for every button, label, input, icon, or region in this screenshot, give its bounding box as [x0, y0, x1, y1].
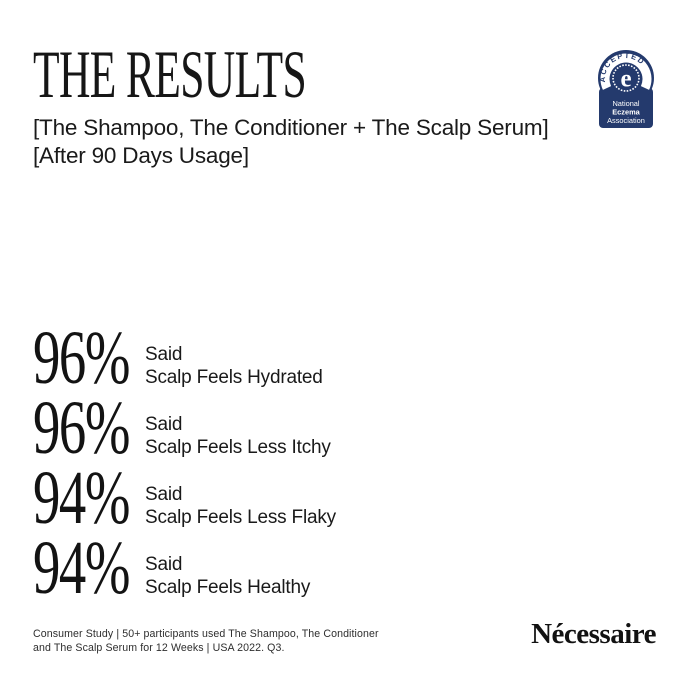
seal-org-line2: Eczema: [612, 107, 640, 117]
brand-wordmark: Nécessaire: [531, 618, 656, 650]
stat-label-line2: Scalp Feels Hydrated: [145, 367, 323, 388]
stat-label-line1: Said: [145, 414, 183, 435]
stat-row-less-flaky: [33, 456, 483, 540]
seal-org-line1: National: [612, 99, 640, 108]
stat-row-healthy: [33, 526, 483, 610]
disclaimer-line1: Consumer Study | 50+ participants used The Shampoo, The Conditioner: [33, 628, 379, 640]
nea-accepted-seal-icon: [597, 50, 655, 130]
stat-value: 94%: [33, 526, 129, 610]
subtitle-products: [The Shampoo, The Conditioner + The Scalp Serum]: [33, 115, 549, 140]
stat-value: 96%: [33, 316, 129, 400]
stat-label: [145, 553, 310, 599]
stat-label-line1: Said: [145, 484, 183, 505]
seal-org-line3: Association: [607, 116, 645, 125]
stat-value: 94%: [33, 456, 129, 540]
stat-label-line2: Scalp Feels Healthy: [145, 577, 311, 598]
subtitle: [33, 114, 549, 170]
stat-value: 96%: [33, 386, 129, 470]
stat-label-line1: Said: [145, 344, 183, 365]
page-title: THE RESULTS: [33, 36, 307, 112]
stat-label: [145, 343, 323, 389]
study-disclaimer: [33, 628, 379, 655]
stat-row-less-itchy: [33, 386, 483, 470]
nea-seal-svg: [597, 50, 655, 130]
stat-label: [145, 413, 331, 459]
stat-label-line2: Scalp Feels Less Itchy: [145, 437, 331, 458]
stat-label-line1: Said: [145, 554, 183, 575]
seal-arc-text: ACCEPTED: [597, 50, 647, 83]
stat-label-line2: Scalp Feels Less Flaky: [145, 507, 336, 528]
stat-row-hydrated: [33, 316, 483, 400]
subtitle-duration: [After 90 Days Usage]: [33, 143, 249, 168]
seal-e-glyph: e: [620, 65, 632, 93]
disclaimer-line2: and The Scalp Serum for 12 Weeks | USA 2022. Q3.: [33, 641, 285, 654]
stat-label: [145, 483, 336, 529]
